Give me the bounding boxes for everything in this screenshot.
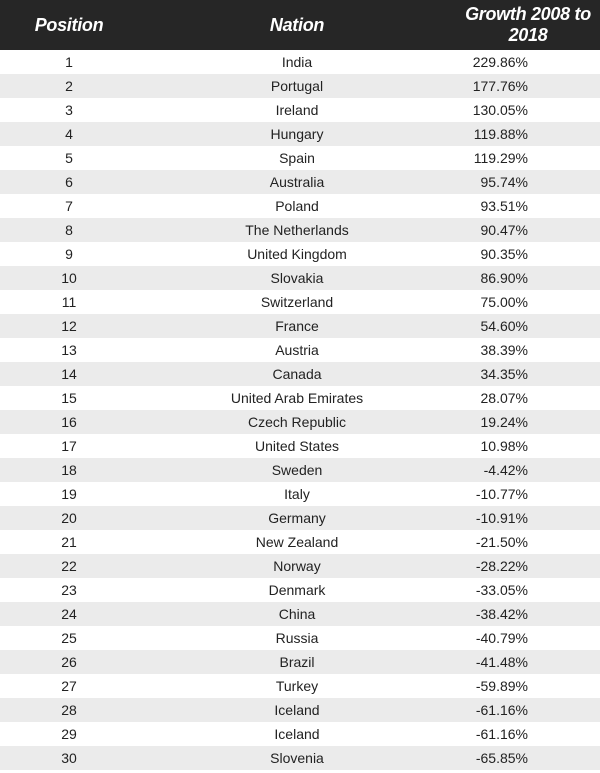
growth-cell xyxy=(456,434,600,458)
growth-value: -33.05% xyxy=(475,582,528,598)
growth-cell xyxy=(456,50,600,74)
growth-cell xyxy=(456,146,600,170)
table-row xyxy=(0,242,600,266)
position-cell: 19 xyxy=(0,482,138,506)
table-row xyxy=(0,338,600,362)
growth-cell xyxy=(456,290,600,314)
nation-cell: Germany xyxy=(138,506,456,530)
growth-value: -10.91% xyxy=(475,510,528,526)
position-cell: 28 xyxy=(0,698,138,722)
position-cell: 21 xyxy=(0,530,138,554)
nation-cell: United States xyxy=(138,434,456,458)
growth-cell xyxy=(456,506,600,530)
position-cell: 11 xyxy=(0,290,138,314)
table-row xyxy=(0,650,600,674)
growth-value: -61.16% xyxy=(475,726,528,742)
growth-value: 177.76% xyxy=(472,78,528,94)
growth-cell xyxy=(456,74,600,98)
nation-cell: Canada xyxy=(138,362,456,386)
growth-value: -10.77% xyxy=(475,486,528,502)
nation-cell: Australia xyxy=(138,170,456,194)
header-position: Position xyxy=(0,0,138,50)
growth-value: -61.16% xyxy=(475,702,528,718)
growth-value: -40.79% xyxy=(475,630,528,646)
table-row xyxy=(0,746,600,770)
position-cell: 7 xyxy=(0,194,138,218)
growth-value: -59.89% xyxy=(475,678,528,694)
nation-cell: Ireland xyxy=(138,98,456,122)
table-row xyxy=(0,194,600,218)
position-cell: 10 xyxy=(0,266,138,290)
growth-value: 28.07% xyxy=(480,390,528,406)
nation-cell: Slovenia xyxy=(138,746,456,770)
table-row xyxy=(0,506,600,530)
table-row xyxy=(0,530,600,554)
growth-value: 229.86% xyxy=(472,54,528,70)
nation-cell: Norway xyxy=(138,554,456,578)
growth-cell xyxy=(456,170,600,194)
position-cell: 1 xyxy=(0,50,138,74)
nation-cell: Denmark xyxy=(138,578,456,602)
position-cell: 4 xyxy=(0,122,138,146)
growth-value: 119.88% xyxy=(473,126,528,142)
table-row xyxy=(0,386,600,410)
position-cell: 8 xyxy=(0,218,138,242)
nation-cell: Switzerland xyxy=(138,290,456,314)
position-cell: 20 xyxy=(0,506,138,530)
nation-cell: New Zealand xyxy=(138,530,456,554)
nation-cell: Italy xyxy=(138,482,456,506)
position-cell: 15 xyxy=(0,386,138,410)
growth-cell xyxy=(456,386,600,410)
growth-value: 86.90% xyxy=(480,270,528,286)
nation-cell: Poland xyxy=(138,194,456,218)
growth-value: -38.42% xyxy=(475,606,528,622)
table-row xyxy=(0,482,600,506)
position-cell: 22 xyxy=(0,554,138,578)
table-row xyxy=(0,698,600,722)
growth-value: 119.29% xyxy=(473,150,528,166)
growth-cell xyxy=(456,242,600,266)
growth-cell xyxy=(456,194,600,218)
position-cell: 23 xyxy=(0,578,138,602)
nation-cell: United Kingdom xyxy=(138,242,456,266)
growth-cell xyxy=(456,650,600,674)
position-cell: 25 xyxy=(0,626,138,650)
growth-cell xyxy=(456,554,600,578)
growth-cell xyxy=(456,410,600,434)
position-cell: 14 xyxy=(0,362,138,386)
table-row xyxy=(0,122,600,146)
table-row xyxy=(0,98,600,122)
growth-value: 19.24% xyxy=(480,414,528,430)
growth-cell xyxy=(456,578,600,602)
position-cell: 24 xyxy=(0,602,138,626)
position-cell: 13 xyxy=(0,338,138,362)
growth-cell xyxy=(456,698,600,722)
table-row xyxy=(0,146,600,170)
nation-cell: Czech Republic xyxy=(138,410,456,434)
growth-value: 38.39% xyxy=(480,342,528,358)
growth-cell xyxy=(456,482,600,506)
header-row xyxy=(0,0,600,50)
growth-cell xyxy=(456,722,600,746)
growth-value: 90.47% xyxy=(480,222,528,238)
nation-cell: Slovakia xyxy=(138,266,456,290)
position-cell: 6 xyxy=(0,170,138,194)
position-cell: 30 xyxy=(0,746,138,770)
table-row xyxy=(0,290,600,314)
table-row xyxy=(0,170,600,194)
growth-value: 75.00% xyxy=(480,294,528,310)
nation-cell: Turkey xyxy=(138,674,456,698)
growth-value: -65.85% xyxy=(475,750,528,766)
nation-cell: Iceland xyxy=(138,722,456,746)
growth-value: -21.50% xyxy=(475,534,528,550)
nation-cell: China xyxy=(138,602,456,626)
position-cell: 18 xyxy=(0,458,138,482)
table-row xyxy=(0,74,600,98)
table-header xyxy=(0,0,600,50)
table-row xyxy=(0,410,600,434)
growth-value: 34.35% xyxy=(480,366,528,382)
position-cell: 9 xyxy=(0,242,138,266)
table-row xyxy=(0,578,600,602)
growth-cell xyxy=(456,122,600,146)
nation-cell: Hungary xyxy=(138,122,456,146)
growth-value: -28.22% xyxy=(475,558,528,574)
table-row xyxy=(0,50,600,74)
growth-value: 90.35% xyxy=(480,246,528,262)
position-cell: 3 xyxy=(0,98,138,122)
table-row xyxy=(0,218,600,242)
growth-cell xyxy=(456,674,600,698)
growth-cell xyxy=(456,362,600,386)
nation-cell: Brazil xyxy=(138,650,456,674)
table-row xyxy=(0,458,600,482)
growth-cell xyxy=(456,746,600,770)
nation-cell: Portugal xyxy=(138,74,456,98)
position-cell: 26 xyxy=(0,650,138,674)
growth-value: -41.48% xyxy=(475,654,528,670)
position-cell: 2 xyxy=(0,74,138,98)
table-row xyxy=(0,626,600,650)
growth-cell xyxy=(456,458,600,482)
growth-value: -4.42% xyxy=(483,462,528,478)
header-nation: Nation xyxy=(138,0,456,50)
nation-cell: Sweden xyxy=(138,458,456,482)
nation-cell: United Arab Emirates xyxy=(138,386,456,410)
growth-value: 54.60% xyxy=(480,318,528,334)
table-row xyxy=(0,314,600,338)
nation-cell: Austria xyxy=(138,338,456,362)
table-row xyxy=(0,602,600,626)
growth-cell xyxy=(456,218,600,242)
table-body xyxy=(0,50,600,770)
table-row xyxy=(0,434,600,458)
growth-cell xyxy=(456,530,600,554)
growth-cell xyxy=(456,626,600,650)
position-cell: 16 xyxy=(0,410,138,434)
growth-cell xyxy=(456,266,600,290)
growth-cell xyxy=(456,602,600,626)
growth-cell xyxy=(456,98,600,122)
table-row xyxy=(0,362,600,386)
table-row xyxy=(0,266,600,290)
nation-cell: France xyxy=(138,314,456,338)
position-cell: 5 xyxy=(0,146,138,170)
growth-cell xyxy=(456,314,600,338)
header-growth: Growth 2008 to 2018 xyxy=(456,0,600,50)
position-cell: 12 xyxy=(0,314,138,338)
table-row xyxy=(0,674,600,698)
growth-value: 130.05% xyxy=(472,102,528,118)
nation-cell: The Netherlands xyxy=(138,218,456,242)
table-row xyxy=(0,554,600,578)
growth-value: 95.74% xyxy=(480,174,528,190)
growth-value: 93.51% xyxy=(480,198,528,214)
growth-value: 10.98% xyxy=(480,438,528,454)
nation-cell: India xyxy=(138,50,456,74)
position-cell: 29 xyxy=(0,722,138,746)
nation-cell: Spain xyxy=(138,146,456,170)
nation-cell: Russia xyxy=(138,626,456,650)
position-cell: 17 xyxy=(0,434,138,458)
table-row xyxy=(0,722,600,746)
growth-cell xyxy=(456,338,600,362)
position-cell: 27 xyxy=(0,674,138,698)
nation-cell: Iceland xyxy=(138,698,456,722)
